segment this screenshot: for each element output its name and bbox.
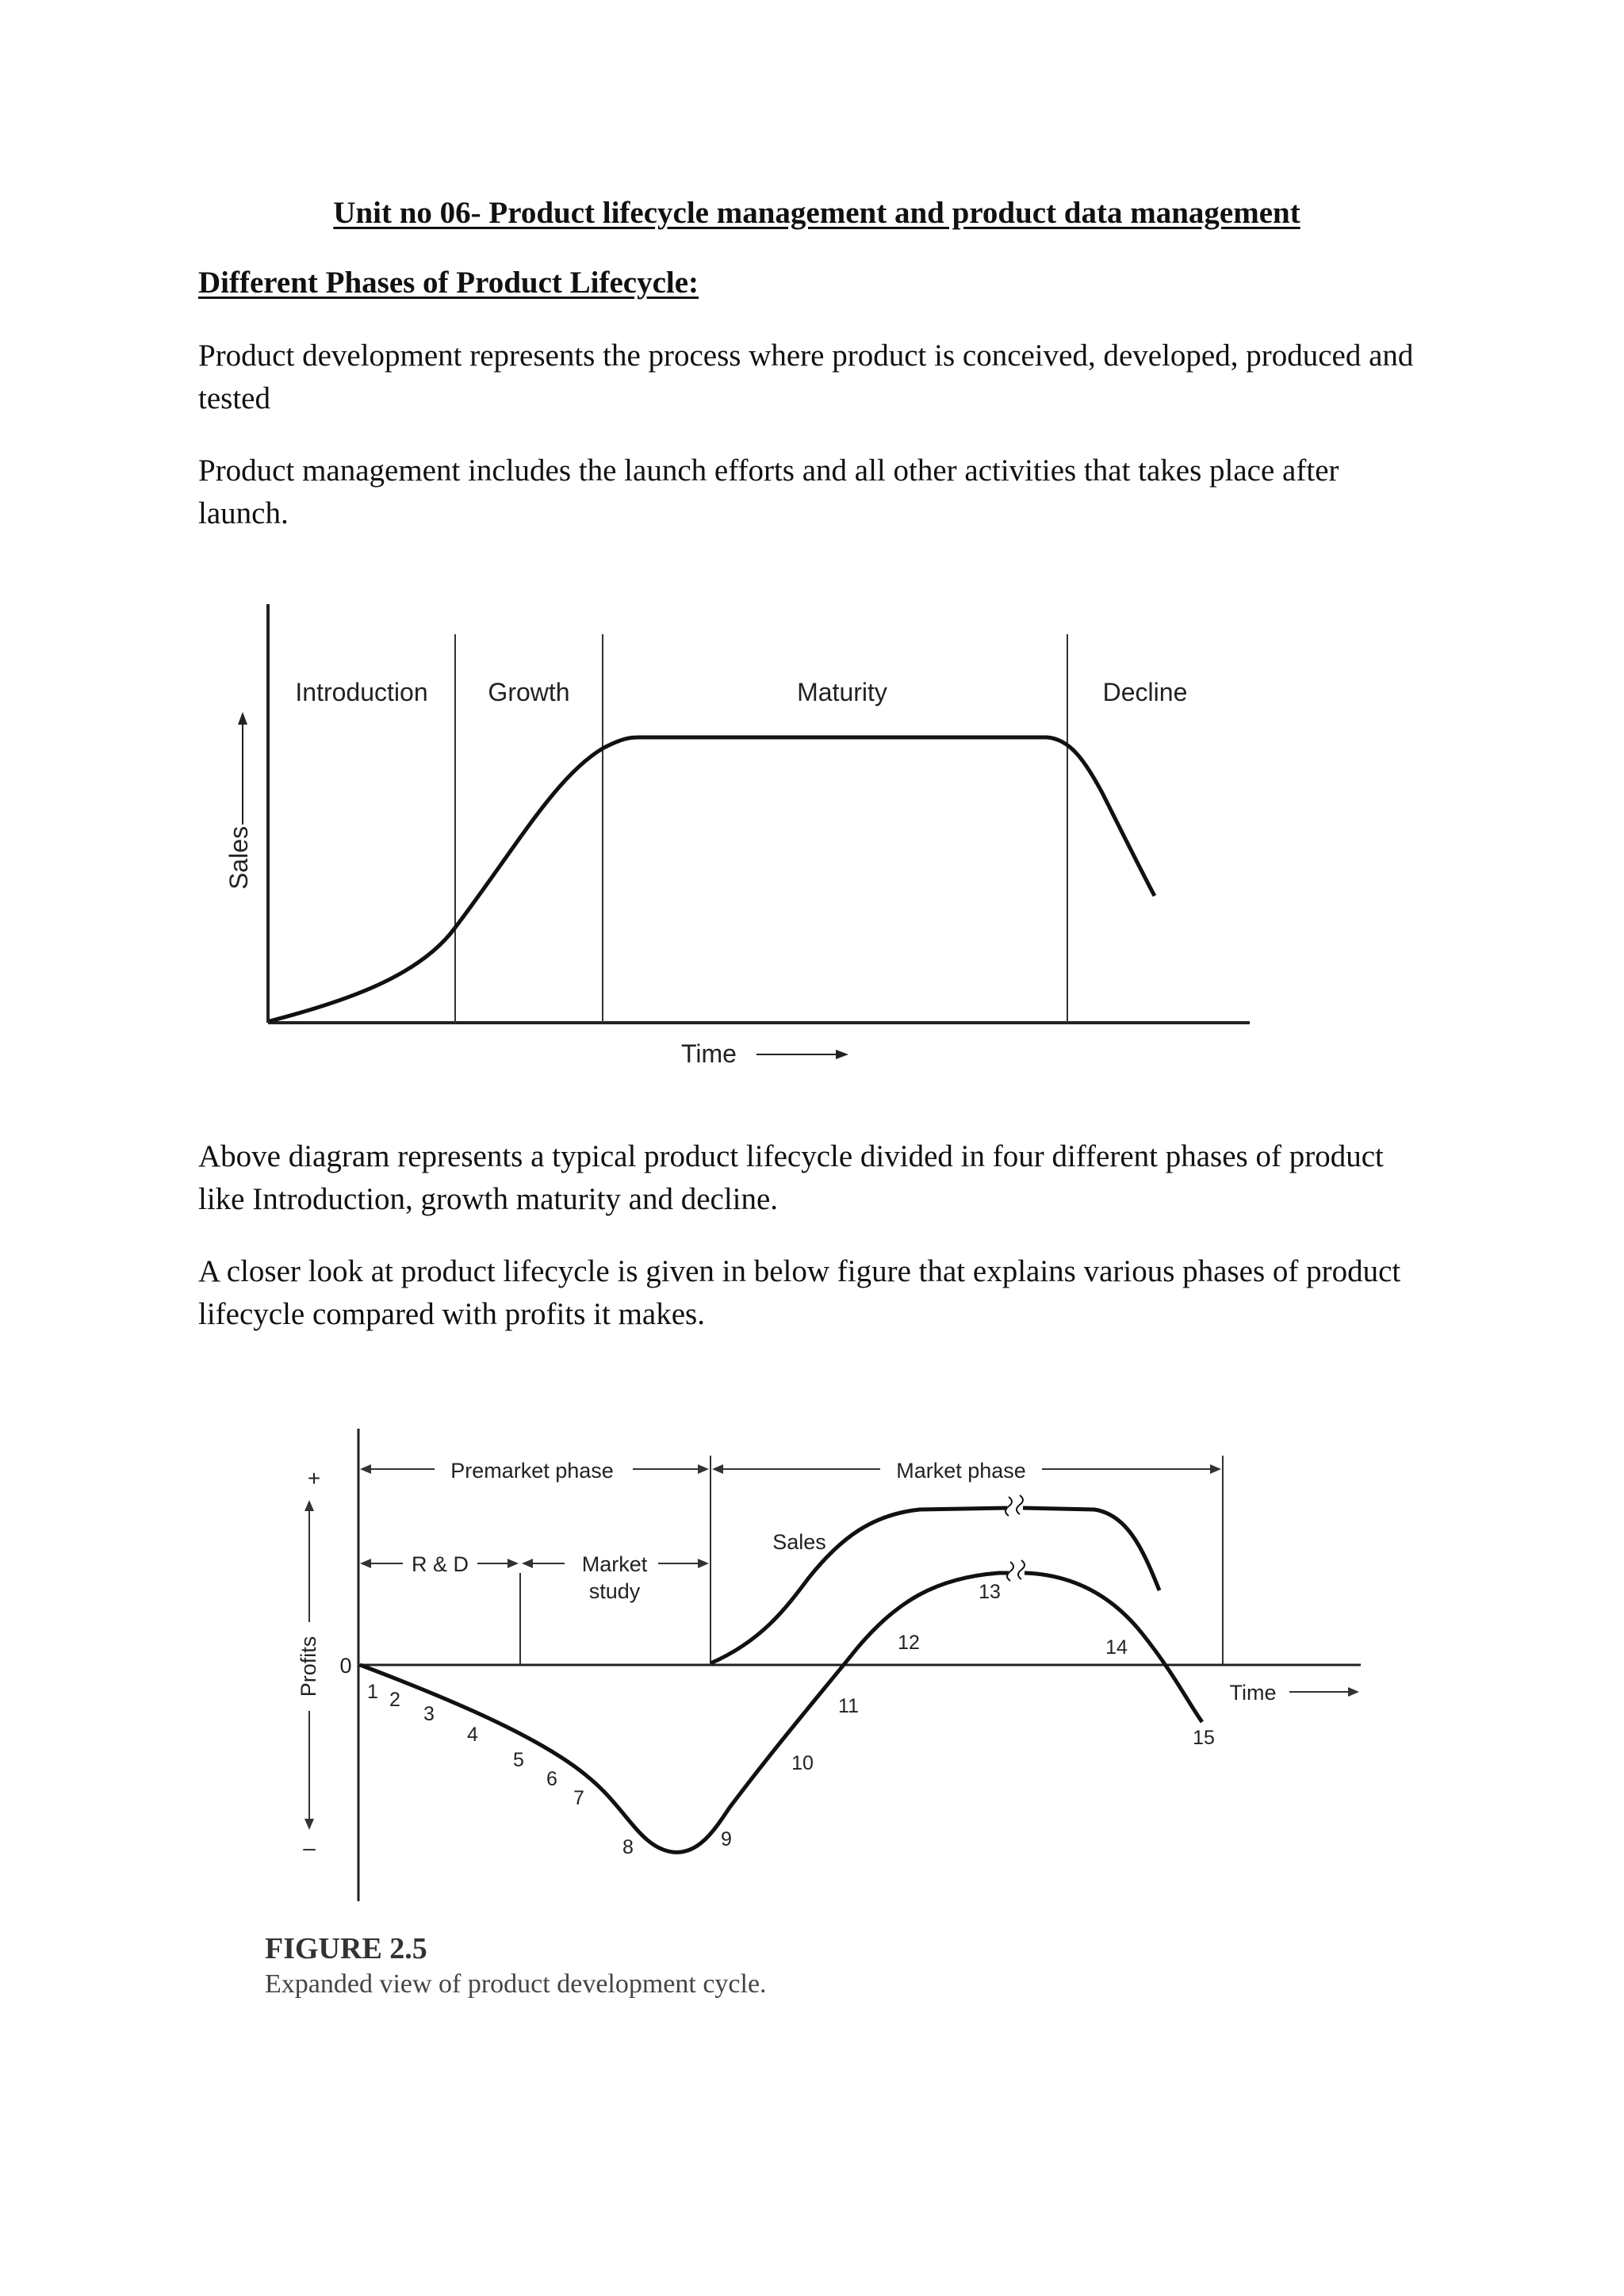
point-label: 14 (1105, 1636, 1128, 1659)
point-label: 6 (546, 1768, 557, 1790)
figure-caption-text: Expanded view of product development cycle. (265, 1969, 767, 1999)
right-arrow-icon (698, 1464, 709, 1474)
time-label: Time (1229, 1681, 1277, 1705)
right-arrow-icon (1210, 1464, 1221, 1474)
right-arrow-icon (508, 1559, 519, 1568)
break-mark-icon (1007, 1560, 1025, 1581)
left-arrow-icon (522, 1559, 533, 1568)
point-label: 10 (791, 1752, 814, 1774)
phase-label-introduction: Introduction (295, 678, 428, 706)
point-label: 3 (423, 1703, 435, 1725)
point-label: 2 (389, 1689, 400, 1711)
paragraph-lifecycle-description: Above diagram represents a typical product lifecycle divided in four different phases of product like Introduction, growth maturity and decline. (198, 1139, 1384, 1216)
point-label: 8 (622, 1836, 634, 1858)
sales-curve (710, 1508, 1007, 1663)
point-label: 13 (979, 1581, 1001, 1603)
market-study-label-line2: study (588, 1579, 641, 1603)
left-arrow-icon (360, 1559, 371, 1568)
point-label: 15 (1193, 1727, 1215, 1749)
premarket-phase-label: Premarket phase (450, 1459, 614, 1483)
sales-curve-decline (1023, 1508, 1159, 1590)
market-study-label-line1: Market (581, 1552, 648, 1576)
phase-label-growth: Growth (488, 678, 570, 706)
rd-label: R & D (411, 1552, 469, 1576)
right-arrow-icon (698, 1559, 709, 1568)
point-label: 9 (721, 1828, 732, 1850)
paragraph-product-management: Product management includes the launch efforts and all other activities that takes place after launch. (198, 453, 1339, 530)
phase-label-decline: Decline (1102, 678, 1188, 706)
figure-caption-label: FIGURE 2.5 (265, 1932, 427, 1965)
plus-sign: + (307, 1466, 321, 1490)
right-arrow-icon (1348, 1687, 1359, 1697)
section-heading: Different Phases of Product Lifecycle: (198, 266, 699, 300)
point-label: 11 (838, 1695, 859, 1717)
up-arrow-icon (304, 1500, 314, 1511)
phase-label-maturity: Maturity (797, 678, 887, 706)
time-axis-label: Time (681, 1039, 737, 1068)
profit-curve (360, 1573, 1009, 1852)
down-arrow-icon (304, 1819, 314, 1830)
sales-label: Sales (772, 1530, 826, 1554)
paragraph-closer-look: A closer look at product lifecycle is given in below figure that explains various phases of product lifecycle compared with profits it makes. (198, 1254, 1401, 1331)
point-label: 1 (367, 1681, 378, 1703)
point-label: 4 (467, 1724, 478, 1746)
sales-axis-label: Sales (224, 825, 253, 890)
document-title: Unit no 06- Product lifecycle management and product data management (333, 196, 1300, 230)
point-label: 12 (898, 1632, 920, 1654)
minus-sign: – (303, 1835, 316, 1860)
point-label: 7 (573, 1787, 584, 1809)
break-mark-icon (1005, 1495, 1023, 1516)
zero-label: 0 (339, 1654, 352, 1678)
left-arrow-icon (360, 1464, 371, 1474)
profits-axis-label: Profits (297, 1636, 320, 1697)
left-arrow-icon (712, 1464, 723, 1474)
paragraph-product-development: Product development represents the process where product is conceived, developed, produced and tested (198, 339, 1414, 415)
market-phase-label: Market phase (896, 1459, 1026, 1483)
point-label: 5 (513, 1749, 524, 1771)
